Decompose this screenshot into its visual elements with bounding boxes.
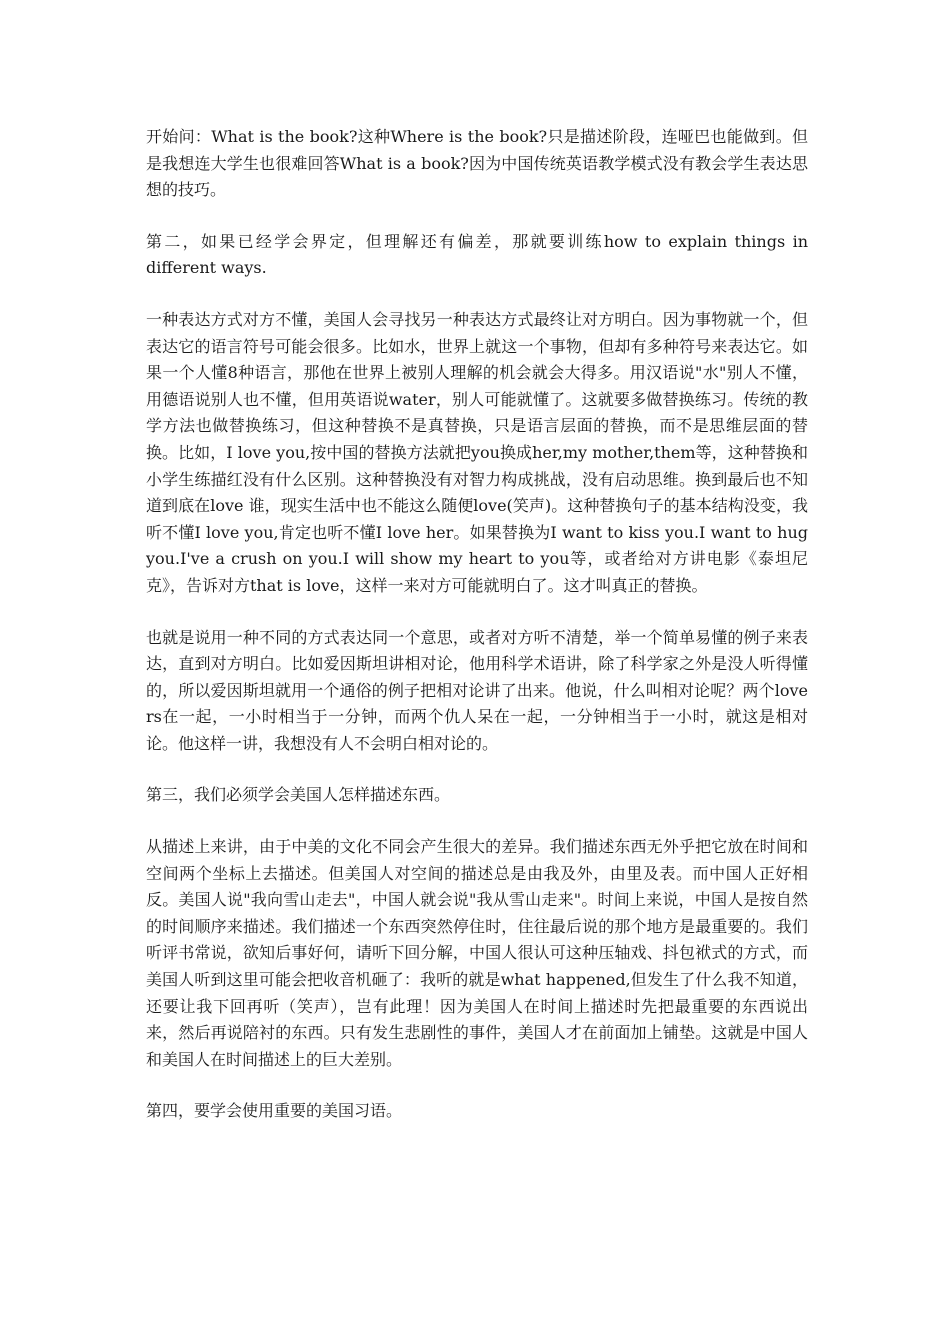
paragraph-substitution: 一种表达方式对方不懂，美国人会寻找另一种表达方式最终让对方明白。因为事物就一个，但表达它的语言符号可能会很多。比如水，世界上就这一个事物，但却有多种符号来表达它。如果一个人懂8种语言，那他在世界上被别人理解的机会就会大得多。用汉语说"水"别人不懂，用德语说别人也不懂，但用英语说water，别人可能就懂了。这就要多做替换练习。传统的教学方法也做替换练习，但这种替换不是真替换，只是语言层面的替换，而不是思维层面的替换。比如，I love you,按中国的替换方法就把you换成her,my mother,them等，这种替换和小学生练描红没有什么区别。这种替换没有对智力构成挑战，没有启动思维。换到最后也不知道到底在love 谁，现实生活中也不能这么随便love(笑声)。这种替换句子的基本结构没变，我听不懂I love you,肯定也听不懂I love her。如果替换为I want to kiss you.I want to hug you.I've a crush on you.I will show my heart to you等，或者给对方讲电影《泰坦尼克》，告诉对方that is love，这样一来对方可能就明白了。这才叫真正的替换。	[146, 309, 808, 595]
document-page	[146, 124, 808, 1150]
section-heading-fourth: 第四，要学会使用重要的美国习语。	[146, 1101, 403, 1121]
section-heading-third: 第三，我们必须学会美国人怎样描述东西。	[146, 785, 451, 805]
section-heading-second: 第二，如果已经学会界定，但理解还有偏差，那就要训练how to explain things in different ways.	[146, 231, 808, 278]
paragraph-einstein-example: 也就是说用一种不同的方式表达同一个意思，或者对方听不清楚，举一个简单易懂的例子来表达，直到对方明白。比如爱因斯坦讲相对论，他用科学术语讲，除了科学家之外是没人听得懂的，所以爱因斯坦就用一个通俗的例子把相对论讲了出来。他说，什么叫相对论呢？两个lovers在一起，一小时相当于一分钟，而两个仇人呆在一起，一分钟相当于一小时，就这是相对论。他这样一讲，我想没有人不会明白相对论的。	[146, 627, 808, 753]
paragraph-intro-question: 开始问：What is the book?这种Where is the book?只是描述阶段，连哑巴也能做到。但是我想连大学生也很难回答What is a book?因为中国传统英语教学模式没有教会学生表达思想的技巧。	[146, 127, 808, 200]
paragraph-description-differences: 从描述上来讲，由于中美的文化不同会产生很大的差异。我们描述东西无外乎把它放在时间和空间两个坐标上去描述。但美国人对空间的描述总是由我及外，由里及表。而中国人正好相反。美国人说"我向雪山走去"，中国人就会说"我从雪山走来"。时间上来说，中国人是按自然的时间顺序来描述。我们描述一个东西突然停住时，住往最后说的那个地方是最重要的。我们听评书常说，欲知后事好何，请听下回分解，中国人很认可这种压轴戏、抖包袱式的方式，而美国人听到这里可能会把收音机砸了：我听的就是what happened,但发生了什么我不知道，还要让我下回再听（笑声），岂有此理！因为美国人在时间上描述时先把最重要的东西说出来，然后再说陪衬的东西。只有发生悲剧性的事件，美国人才在前面加上铺垫。这就是中国人和美国人在时间描述上的巨大差别。	[146, 837, 808, 1069]
